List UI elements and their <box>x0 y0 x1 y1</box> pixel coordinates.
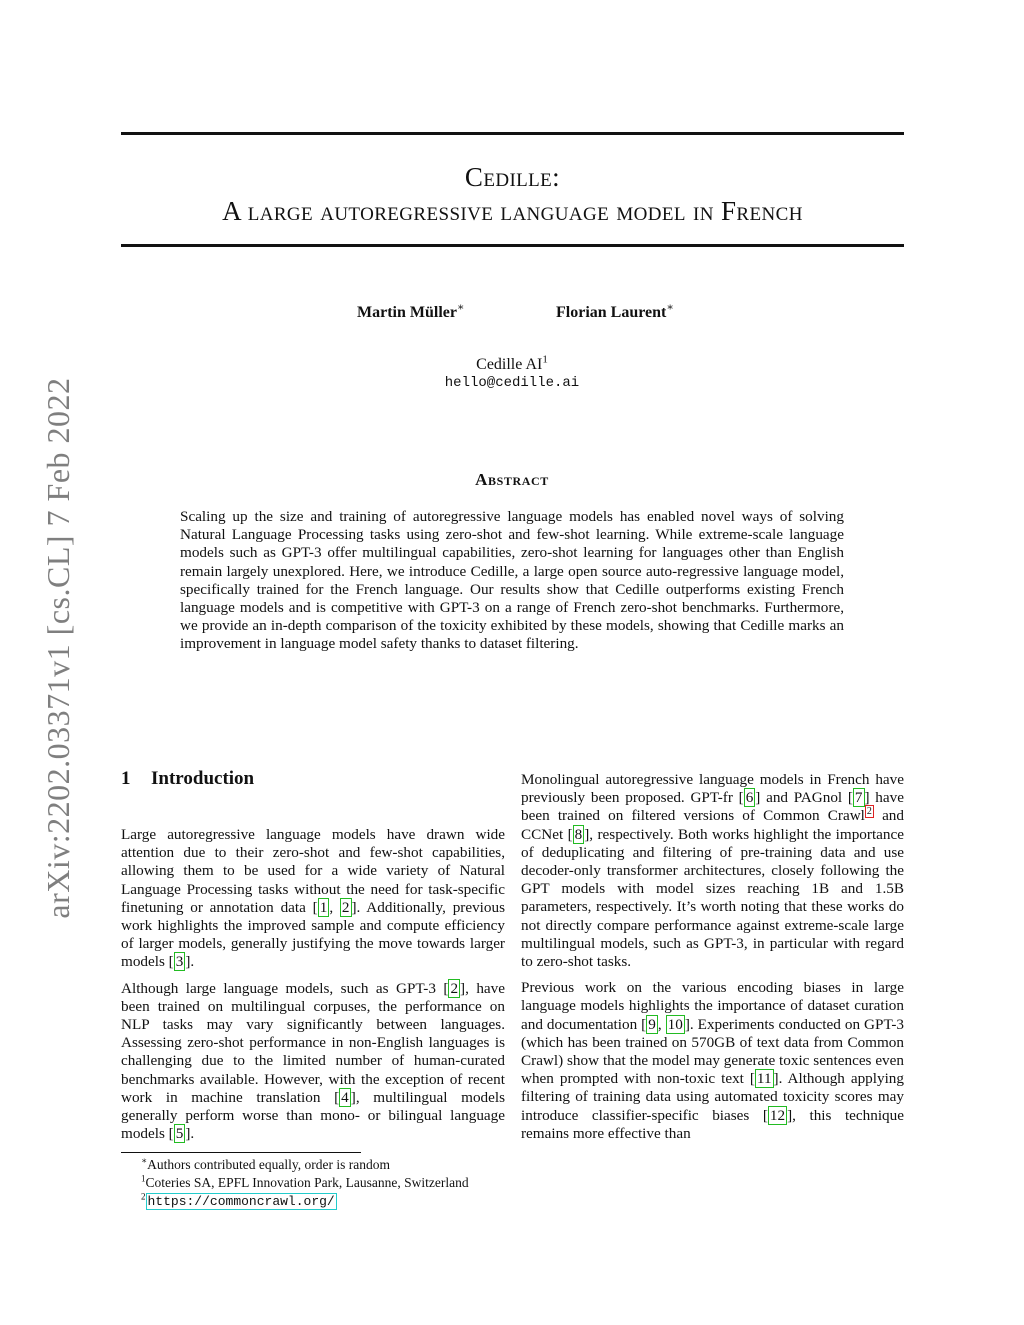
citation-link[interactable]: 6 <box>745 789 754 807</box>
author-2-mark: ∗ <box>666 301 674 314</box>
footnote-1: ∗Authors contributed equally, order is random <box>141 1155 390 1172</box>
section-number: 1 <box>121 768 131 789</box>
abstract-text: Scaling up the size and training of autoregressive language models has enabled novel ways of solving Natural Language Processing tasks using zero-shot and few-shot learning. While extreme-scale language models such as GPT-3 offer multilingual capabilities, zero-shot learning for languages other than English remain largely unexplored. Here, we introduce Cedille, a large open source auto-regressive language model, specifically trained for the French language. Our results show that Cedille outperforms existing French language models and is competitive with GPT-3 on a range of French zero-shot benchmarks. Furthermore, we provide an in-depth comparison of the toxicity exhibited by these models, showing that Cedille marks an improvement in language model safety thanks to dataset filtering. <box>180 508 844 653</box>
affiliation-sup: 1 <box>542 353 548 366</box>
abstract-heading: Abstract <box>475 470 549 489</box>
citation-link[interactable]: 4 <box>341 1088 349 1106</box>
citation-link[interactable]: 3 <box>175 953 184 971</box>
title-line-1: Cedille: <box>464 162 561 192</box>
right-column <box>521 771 904 1151</box>
section-title: Introduction <box>151 768 255 789</box>
arxiv-identifier-stamp: arXiv:2202.03371v1 [cs.CL] 7 Feb 2022 <box>40 377 76 919</box>
footnote-3: $^2$ https://commoncrawl.org/ <box>141 1191 335 1209</box>
footnote-ref-link[interactable]: 2 <box>866 806 872 818</box>
intro-paragraph-4: Previous work on the various encoding biases in large language models highlights the importance of dataset curation and documentation [ 9 , 10 ]. Experiments conducted on GPT-3 (which has been trained on 570GB of text data from Common Crawl) show that the model may generate toxic sentences even when prompted with non-toxic text [ 11 ]. Although applying filtering of training data using automated toxicity scores may introduce classifier-specific biases [ 12 ], this technique remains more effective than <box>521 979 904 1142</box>
commoncrawl-url-link[interactable]: https://commoncrawl.org/ <box>147 1194 335 1209</box>
author-2-name: Florian Laurent <box>556 304 667 321</box>
intro-paragraph-1: Large autoregressive language models have drawn wide attention due to their zero-shot and few-shot capabilities, allowing them to be used for a wide variety of Natural Language Processing tasks without the need for task-specific finetuning or annotation data [ 1 , 2 ]. Additionally, previous work highlights the improved sample and compute efficiency of larger models, generally justifying the move towards larger models [ 3 ]. <box>121 826 505 971</box>
author-1 <box>357 301 465 322</box>
citation-link[interactable]: 9 <box>648 1015 656 1033</box>
author-2 <box>556 301 674 322</box>
citation-link[interactable]: 2 <box>450 979 459 997</box>
affiliation-name: Cedille $AI^1$ <box>476 353 548 373</box>
author-1-name: Martin Müller <box>357 304 457 321</box>
citation-link[interactable]: 11 <box>756 1070 772 1088</box>
left-column <box>121 826 505 1151</box>
footnotes <box>141 1156 521 1211</box>
citation-link[interactable]: 5 <box>175 1125 184 1143</box>
title-top-rule <box>121 132 904 135</box>
author-1-mark: ∗ <box>456 301 465 314</box>
section-heading <box>121 768 254 790</box>
affiliation-block <box>0 355 1024 393</box>
title-line-2: A large autoregressive language model in French <box>222 196 803 226</box>
citation-link[interactable]: 2 <box>341 898 350 916</box>
citation-link[interactable]: 10 <box>667 1015 683 1033</box>
footnote-divider <box>121 1152 361 1153</box>
citation-link[interactable]: 12 <box>769 1106 786 1124</box>
intro-paragraph-3: Monolingual autoregressive language models in French have previously been proposed. GPT-fr [ 6 ] and PAGnol [ 7 ] have been trained on filtered versions of Common Crawl $^2$ and CCNet [ 8 ], respectively. Both works highlight the importance of deduplicating and filtering of pre-training data and use decoder-only transformer architectures, closely following the GPT models with model sizes reaching 1B and 1.5B parameters, respectively. It’s worth noting that these works do not directly compare performance against extreme-scale large multilingual models, such as GPT-3, in particular with regard to zero-shot tasks. <box>521 771 904 971</box>
citation-link[interactable]: 8 <box>574 825 583 843</box>
citation-link[interactable]: 1 <box>319 898 328 916</box>
intro-paragraph-2: Although large language models, such as GPT-3 [ 2 ], have been trained on multilingual corpuses, the performance on NLP tasks may vary significantly between languages. Assessing zero-shot performance in non-English languages is challenging due to the limited number of human-curated benchmarks available. However, with the exception of recent work in machine translation [ 4 ], multilingual models generally perform worse than mono- or bilingual language models [ 5 ]. <box>121 979 506 1143</box>
title-bottom-rule <box>121 244 904 247</box>
contact-email[interactable]: hello@cedille.ai <box>444 375 580 391</box>
citation-link[interactable]: 7 <box>854 789 863 807</box>
footnote-2: $^1$Coteries SA, EPFL Innovation Park, Lausanne, Switzerland <box>141 1173 469 1190</box>
